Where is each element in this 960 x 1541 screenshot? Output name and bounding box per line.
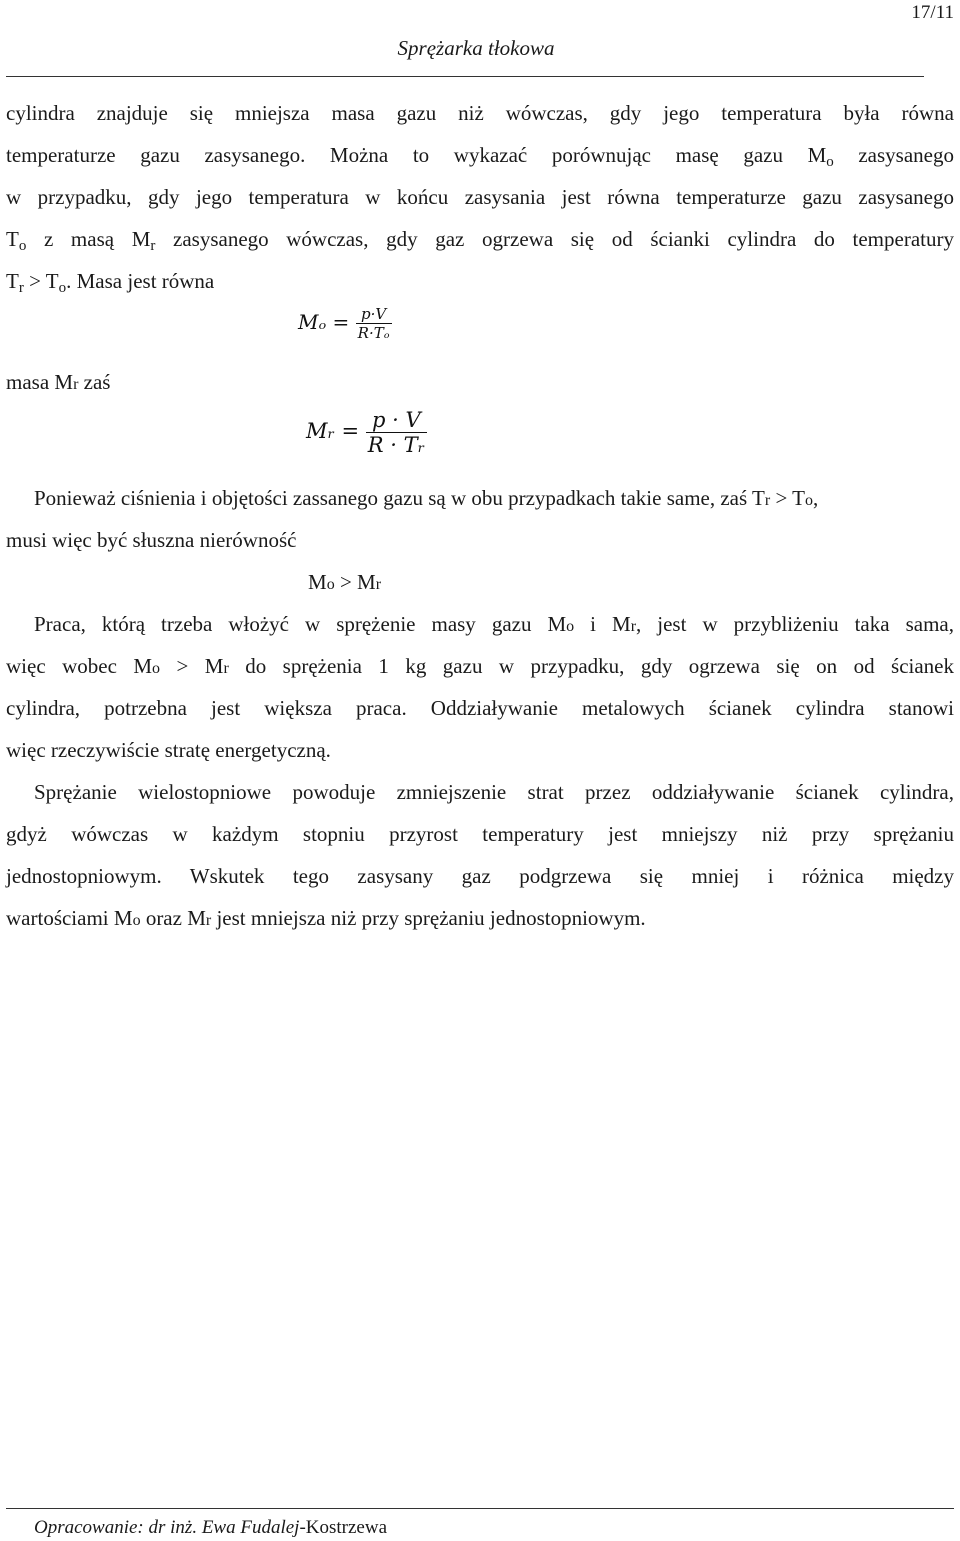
paragraph-line: Sprężanie wielostopniowe powoduje zmniejszenie strat przez oddziaływanie ścianek cylindra,	[34, 780, 954, 804]
paragraph-line: w przypadku, gdy jego temperatura w końcu zasysania jest równa temperaturze gazu zasysanego	[6, 185, 954, 209]
footer-rule	[6, 1508, 954, 1509]
paragraph-line: więc wobec Mo > Mr do sprężenia 1 kg gazu w przypadku, gdy ogrzewa się on od ścianek	[6, 654, 955, 678]
formula-mass-mr: Mᵣ = $\frac{p \cdot V}{\text{R · Tᵣ}}$	[306, 408, 425, 457]
paragraph-line: cylindra, potrzebna jest większa praca. Oddziaływanie metalowych ścianek cylindra stanowi	[6, 696, 954, 720]
paragraph-line: Ponieważ ciśnienia i objętości zassanego gazu są w obu przypadkach takie same, zaś Tr > To,	[34, 486, 819, 510]
paragraph-line: cylindra znajduje się mniejsza masa gazu niż wówczas, gdy jego temperatura była równa	[6, 101, 954, 125]
footer-author: Opracowanie: dr inż. Ewa Fudalej-Kostrzewa	[34, 1517, 388, 1538]
paragraph-line: wartościami Mo oraz Mr jest mniejsza niż przy sprężaniu jednostopniowym.	[6, 906, 646, 930]
header-rule	[6, 76, 924, 77]
paragraph-line: temperaturze gazu zasysanego. Można to wykazać porównując masę gazu Mo zasysanego	[6, 143, 954, 170]
paragraph-line: Tr > To. Masa jest równa	[6, 269, 215, 296]
paragraph-line: masa Mr zaś	[6, 370, 111, 394]
paragraph-line: Praca, którą trzeba włożyć w sprężenie masy gazu Mo i Mr, jest w przybliżeniu taka sama,	[34, 612, 954, 636]
paragraph-line: To z masą Mr zasysanego wówczas, gdy gaz ogrzewa się od ścianki cylindra do temperatury	[6, 227, 954, 254]
formula-mass-mo: Mₒ = $\frac{p\cdot V}{\text{R·Tₒ}}$	[298, 305, 390, 342]
paragraph-line: gdyż wówczas w każdym stopniu przyrost temperatury jest mniejszy niż przy sprężaniu	[6, 822, 954, 846]
running-header-title: Sprężarka tłokowa	[397, 36, 555, 60]
paragraph-line: jednostopniowym. Wskutek tego zasysany gaz podgrzewa się mniej i różnica między	[6, 864, 954, 888]
paragraph-line: musi więc być słuszna nierówność	[6, 528, 297, 552]
inequality: Mo > Mr	[308, 570, 382, 594]
page-number: 17/11	[911, 2, 954, 23]
paragraph-line: więc rzeczywiście stratę energetyczną.	[6, 738, 331, 762]
